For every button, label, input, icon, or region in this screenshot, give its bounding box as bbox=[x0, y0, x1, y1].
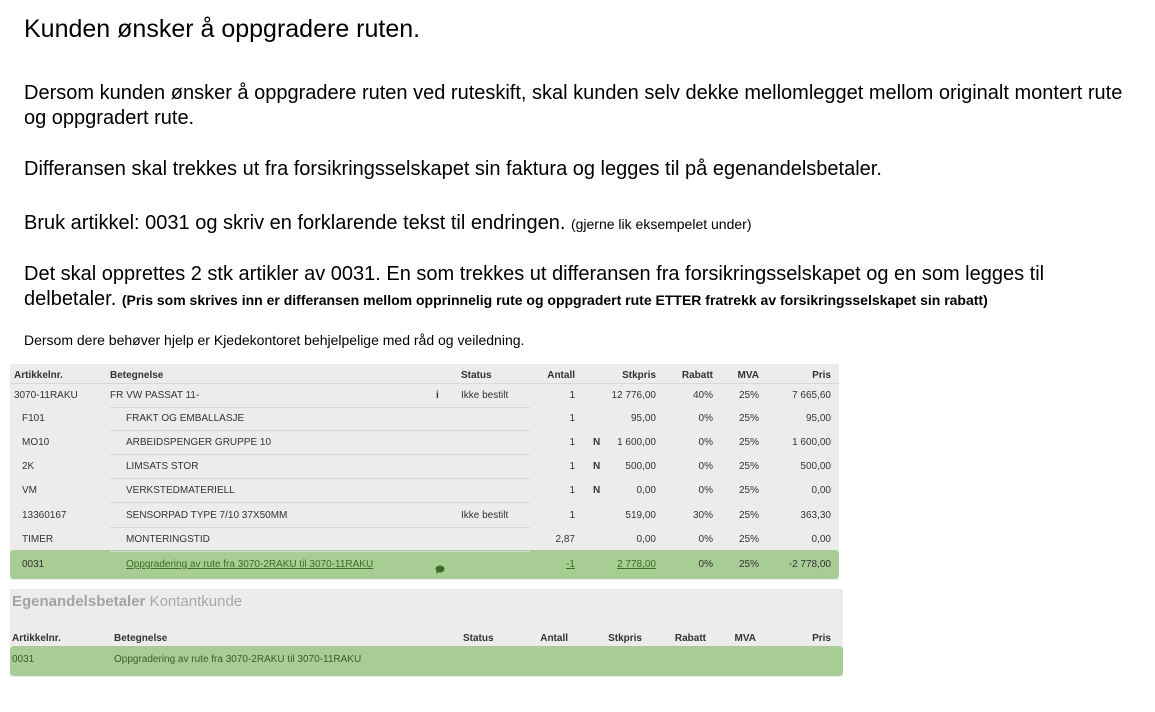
cell-pris: 500,00 bbox=[800, 461, 831, 472]
header-divider bbox=[10, 383, 839, 384]
cell-desc: MONTERINGSTID bbox=[126, 534, 210, 545]
cell-rabatt: 0% bbox=[698, 461, 713, 472]
cell-rabatt: 30% bbox=[692, 510, 713, 521]
cell-desc: FR VW PASSAT 11- bbox=[110, 390, 200, 401]
table2-header-6: MVA bbox=[734, 633, 756, 644]
cell-art: 2K bbox=[22, 461, 35, 472]
table1-header-3: Antall bbox=[547, 370, 575, 381]
cell-antall: 1 bbox=[569, 461, 575, 472]
cell-pris: 1 600,00 bbox=[792, 437, 831, 448]
cell-desc: SENSORPAD TYPE 7/10 37X50MM bbox=[126, 510, 288, 521]
cell-desc: ARBEIDSPENGER GRUPPE 10 bbox=[126, 437, 272, 448]
cell-art: VM bbox=[22, 485, 37, 496]
paragraph-1: Dersom kunden ønsker å oppgradere ruten ved ruteskift, skal kunden selv dekke mellomlegget mellom originalt montert rute og oppgradert rute. bbox=[24, 82, 1123, 129]
cell-mva: 25% bbox=[738, 559, 759, 570]
cell-stkpris: 0,00 bbox=[636, 534, 656, 545]
table2-header-2: Status bbox=[463, 633, 494, 644]
table1-header-2: Status bbox=[461, 370, 492, 381]
cell-art: 0031 bbox=[12, 654, 35, 665]
paragraph-3 bbox=[24, 211, 1124, 237]
cell-stkpris: 12 776,00 bbox=[611, 390, 656, 401]
cell-mva: 25% bbox=[738, 437, 759, 448]
table2-header-3: Antall bbox=[540, 633, 568, 644]
row-divider bbox=[110, 527, 530, 528]
table2-header-5: Rabatt bbox=[674, 633, 706, 644]
table2-header-1: Betegnelse bbox=[114, 633, 168, 644]
paragraph-2: Differansen skal trekkes ut fra forsikringsselskapet sin faktura og legges til på egenandelsbetaler. bbox=[24, 158, 882, 180]
cell-status: Ikke bestilt bbox=[461, 510, 509, 521]
cell-mva: 25% bbox=[738, 413, 759, 424]
cell-rabatt: 0% bbox=[698, 559, 713, 570]
cell-antall: 1 bbox=[569, 485, 575, 496]
cell-pris: -2 778,00 bbox=[788, 559, 831, 570]
cell-rabatt: 0% bbox=[698, 485, 713, 496]
cell-mva: 25% bbox=[738, 461, 759, 472]
row-divider bbox=[110, 502, 530, 503]
cell-rabatt: 0% bbox=[698, 534, 713, 545]
row-divider bbox=[110, 430, 530, 431]
cell-flag: N bbox=[593, 485, 601, 496]
table2-header-0: Artikkelnr. bbox=[12, 633, 61, 644]
section-title: Egenandelsbetaler bbox=[12, 593, 146, 610]
cell-stkpris: 500,00 bbox=[625, 461, 656, 472]
paragraph-3-small: (gjerne lik eksempelet under) bbox=[570, 216, 752, 232]
egenandel-table bbox=[10, 589, 843, 677]
cell-mva: 25% bbox=[738, 534, 759, 545]
cell-art: TIMER bbox=[22, 534, 54, 545]
paragraph-4 bbox=[24, 262, 1124, 313]
cell-art: MO10 bbox=[22, 437, 50, 448]
cell-rabatt: 40% bbox=[692, 390, 713, 401]
row-divider bbox=[110, 454, 530, 455]
cell-antall: 2,87 bbox=[555, 534, 575, 545]
page-title: Kunden ønsker å oppgradere ruten. bbox=[24, 15, 421, 43]
cell-flag: N bbox=[593, 437, 601, 448]
table2-header-4: Stkpris bbox=[608, 633, 642, 644]
cell-desc: Oppgradering av rute fra 3070-2RAKU til 3070-11RAKU bbox=[126, 559, 374, 570]
cell-flag: N bbox=[593, 461, 601, 472]
cell-stkpris: 2 778,00 bbox=[617, 559, 656, 570]
cell-pris: 0,00 bbox=[811, 534, 831, 545]
info-icon[interactable]: i bbox=[436, 390, 439, 401]
cell-antall: 1 bbox=[569, 390, 575, 401]
order-lines-table bbox=[10, 364, 839, 580]
help-note: Dersom dere behøver hjelp er Kjedekontoret behjelpelige med råd og veiledning. bbox=[24, 332, 525, 348]
paragraph-4-main: Det skal opprettes 2 stk artikler av 0031. En som trekkes ut differansen fra forsikringsselskapet og en som legges til delbetaler. bbox=[24, 263, 1045, 310]
cell-art: 3070-11RAKU bbox=[14, 390, 78, 401]
section-subtitle: Kontantkunde bbox=[149, 593, 243, 610]
cell-antall: 1 bbox=[569, 413, 575, 424]
cell-desc: LIMSATS STOR bbox=[126, 461, 199, 472]
cell-stkpris: 0,00 bbox=[636, 485, 656, 496]
cell-art: F101 bbox=[22, 413, 45, 424]
cell-rabatt: 0% bbox=[698, 437, 713, 448]
row-divider bbox=[110, 478, 530, 479]
row-divider bbox=[110, 407, 530, 408]
table1-header-0: Artikkelnr. bbox=[14, 370, 63, 381]
cell-art: 13360167 bbox=[22, 510, 67, 521]
table2-header-7: Pris bbox=[812, 633, 831, 644]
cell-desc: VERKSTEDMATERIELL bbox=[126, 485, 235, 496]
cell-mva: 25% bbox=[738, 390, 759, 401]
cell-rabatt: 0% bbox=[698, 413, 713, 424]
paragraph-4-bold: (Pris som skrives inn er differansen mellom opprinnelig rute og oppgradert rute ETTER fratrekk av forsikringsselskapet sin rabatt) bbox=[121, 292, 988, 308]
cell-pris: 7 665,60 bbox=[792, 390, 831, 401]
cell-mva: 25% bbox=[738, 485, 759, 496]
cell-stkpris: 519,00 bbox=[625, 510, 656, 521]
comment-icon[interactable] bbox=[435, 561, 445, 579]
cell-antall: 1 bbox=[569, 510, 575, 521]
cell-pris: 363,30 bbox=[800, 510, 831, 521]
cell-mva: 25% bbox=[738, 510, 759, 521]
paragraph-3-main: Bruk artikkel: 0031 og skriv en forklarende tekst til endringen. bbox=[24, 212, 566, 234]
cell-stkpris: 95,00 bbox=[630, 413, 656, 424]
section-header bbox=[12, 593, 242, 610]
cell-desc: FRAKT OG EMBALLASJE bbox=[126, 413, 245, 424]
table1-header-1: Betegnelse bbox=[110, 370, 164, 381]
cell-pris: 95,00 bbox=[805, 413, 831, 424]
cell-art: 0031 bbox=[22, 559, 45, 570]
row-divider bbox=[110, 551, 530, 552]
table1-header-4: Stkpris bbox=[622, 370, 656, 381]
table1-header-7: Pris bbox=[812, 370, 831, 381]
table1-header-6: MVA bbox=[737, 370, 759, 381]
cell-stkpris: 1 600,00 bbox=[617, 437, 656, 448]
cell-status: Ikke bestilt bbox=[461, 390, 509, 401]
cell-pris: 0,00 bbox=[811, 485, 831, 496]
cell-antall: -1 bbox=[566, 559, 575, 570]
cell-antall: 1 bbox=[569, 437, 575, 448]
cell-desc: Oppgradering av rute fra 3070-2RAKU til 3070-11RAKU bbox=[114, 654, 362, 665]
table1-header-5: Rabatt bbox=[681, 370, 713, 381]
